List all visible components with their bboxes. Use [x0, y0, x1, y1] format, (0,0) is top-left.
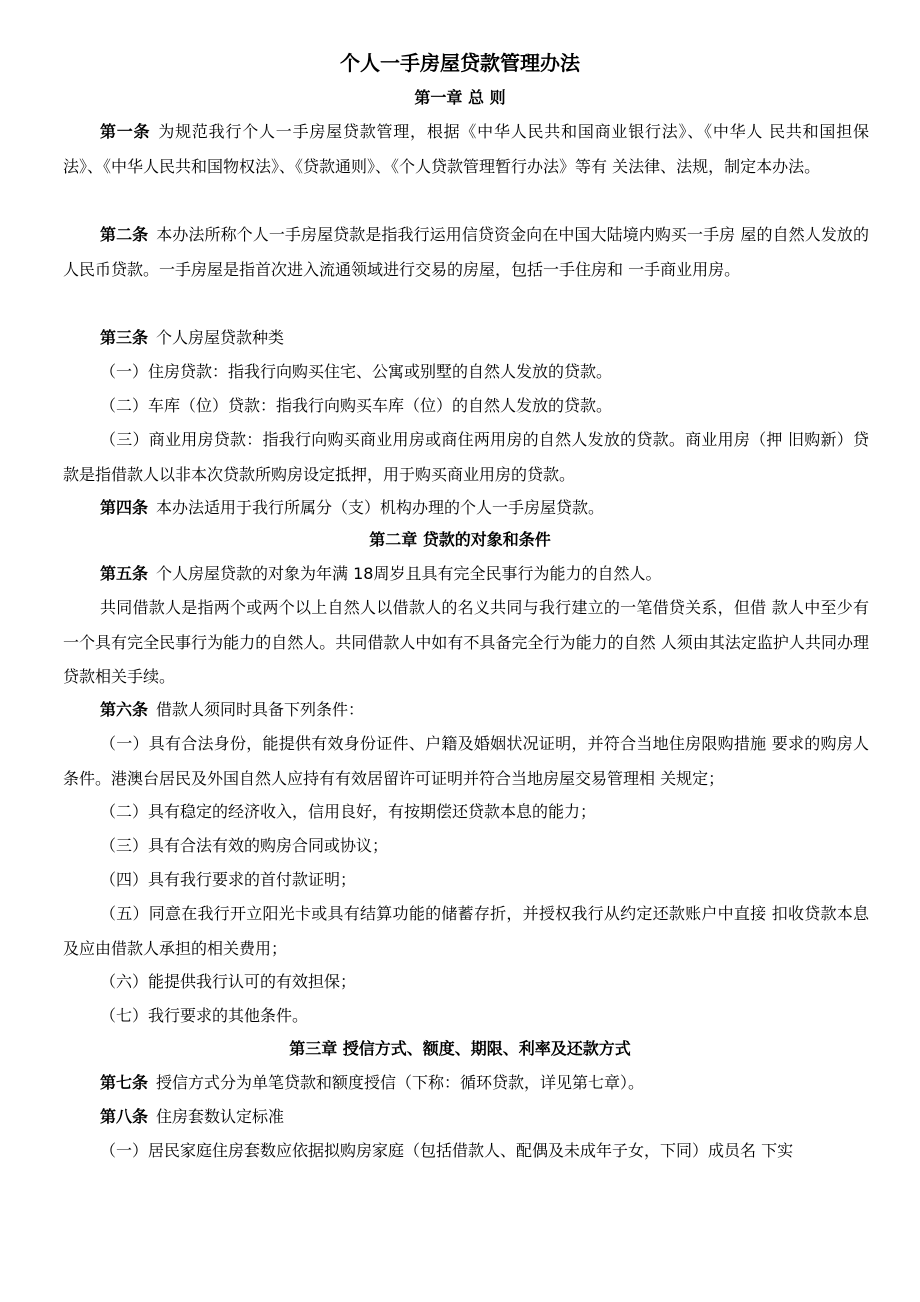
article-label: 第三条: [100, 328, 149, 347]
article-6: [63, 693, 869, 728]
list-item: （一）住房贷款：指我行向购买住宅、公寓或别墅的自然人发放的贷款。: [100, 362, 613, 381]
article-7: [63, 1066, 869, 1101]
article-text: 个人房屋贷款的对象为年满 18周岁且具有完全民事行为能力的自然人。: [156, 564, 662, 583]
article-label: 第八条: [100, 1107, 149, 1126]
article-label: 第一条: [100, 122, 151, 141]
article-text: 借款人须同时具备下列条件：: [156, 700, 365, 719]
list-item: （三）商业用房贷款：指我行向购买商业用房或商住两用房的自然人发放的贷款。商业用房（押 旧购新）贷款是指借款人以非本次贷款所购房设定抵押，用于购买商业用房的贷款。: [63, 430, 869, 484]
article-8: [63, 1100, 869, 1135]
article-5-paragraph: 共同借款人是指两个或两个以上自然人以借款人的名义共同与我行建立的一笔借贷关系，但借 款人中至少有一个具有完全民事行为能力的自然人。共同借款人中如有不具备完全行为能力的自然 人须由其法定监护人共同办理贷款相关手续。: [63, 598, 869, 686]
article-text: 个人房屋贷款种类: [156, 328, 285, 347]
list-item: （一）居民家庭住房套数应依据拟购房家庭（包括借款人、配偶及未成年子女，下同）成员名 下实: [100, 1141, 794, 1160]
article-3: [63, 321, 869, 356]
article-label: 第六条: [100, 700, 149, 719]
chapter-heading-3: 第三章 授信方式、额度、期限、利率及还款方式: [289, 1039, 631, 1058]
list-item: （二）具有稳定的经济收入，信用良好，有按期偿还贷款本息的能力；: [100, 802, 597, 821]
article-text: 为规范我行个人一手房屋贷款管理，根据《中华人民共和国商业银行法》、《中华人 民共和国担保法》、《中华人民共和国物权法》、《贷款通则》、《个人贷款管理暂行办法》等有 关法律、法规，制定本办法。: [63, 122, 869, 176]
article-label: 第二条: [100, 225, 149, 244]
article-label: 第五条: [100, 564, 149, 583]
document-title: 个人一手房屋贷款管理办法: [340, 51, 580, 75]
article-label: 第七条: [100, 1073, 149, 1092]
list-item: （一）具有合法身份，能提供有效身份证件、户籍及婚姻状况证明，并符合当地住房限购措施 要求的购房人条件。港澳台居民及外国自然人应持有有效居留许可证明并符合当地房屋交易管理相 关规定；: [63, 734, 869, 788]
list-item: （二）车库（位）贷款：指我行向购买车库（位）的自然人发放的贷款。: [100, 396, 613, 415]
list-item: （六）能提供我行认可的有效担保；: [100, 972, 357, 991]
list-item: （五）同意在我行开立阳光卡或具有结算功能的储蓄存折，并授权我行从约定还款账户中直接 扣收贷款本息及应由借款人承担的相关费用；: [63, 904, 869, 958]
list-item: （四）具有我行要求的首付款证明；: [100, 870, 357, 889]
article-4: [63, 491, 869, 526]
list-item: （七）我行要求的其他条件。: [100, 1006, 309, 1025]
chapter-heading-1: 第一章 总 则: [414, 88, 506, 107]
article-5: [63, 557, 869, 592]
article-1: [63, 115, 869, 184]
article-text: 本办法适用于我行所属分（支）机构办理的个人一手房屋贷款。: [156, 498, 605, 517]
article-text: 授信方式分为单笔贷款和额度授信（下称：循环贷款，详见第七章）。: [156, 1073, 645, 1092]
article-text: 本办法所称个人一手房屋贷款是指我行运用信贷资金向在中国大陆境内购买一手房 屋的自然人发放的人民币贷款。一手房屋是指首次进入流通领域进行交易的房屋，包括一手住房和 一手商业用房。: [63, 225, 869, 279]
list-item: （三）具有合法有效的购房合同或协议；: [100, 836, 389, 855]
article-2: [63, 218, 869, 287]
article-text: 住房套数认定标准: [156, 1107, 285, 1126]
chapter-heading-2: 第二章 贷款的对象和条件: [369, 530, 551, 549]
article-label: 第四条: [100, 498, 149, 517]
